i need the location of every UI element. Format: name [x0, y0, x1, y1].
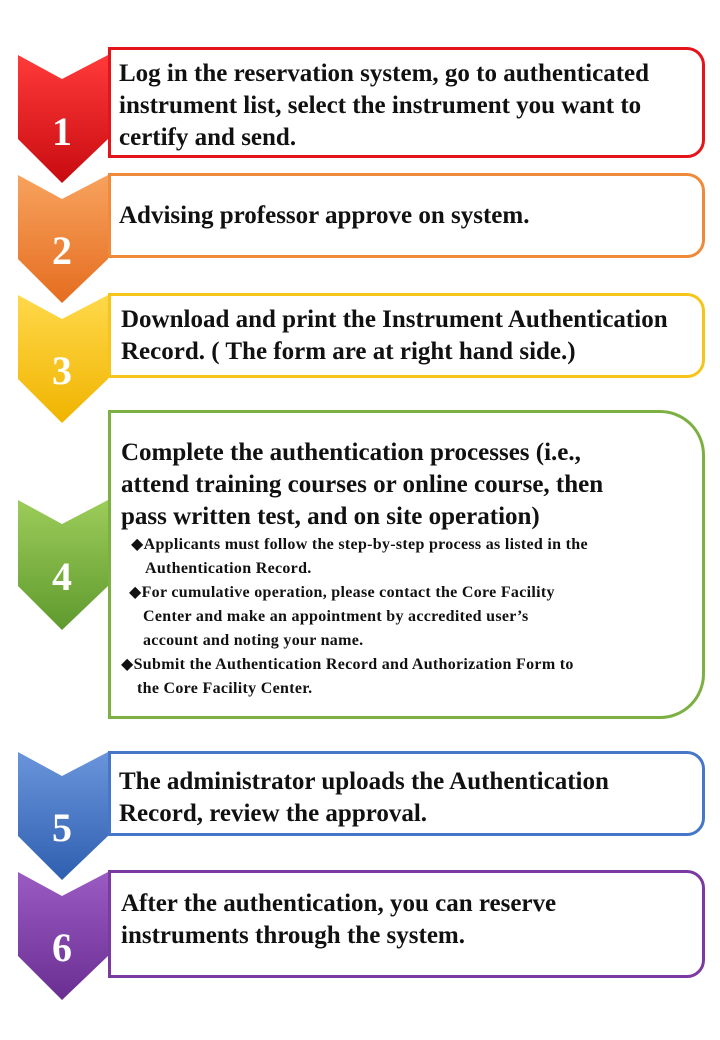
step-3-line-1: Download and print the Instrument Authentication — [121, 306, 668, 333]
step-5-chevron — [18, 752, 110, 880]
step-4-line-2: attend training courses or online course, then — [121, 471, 604, 498]
step-2-line-1: Advising professor approve on system. — [119, 202, 530, 229]
step-3-line-2: Record. ( The form are at right hand side.) — [121, 338, 576, 365]
step-2-box — [108, 173, 705, 258]
step-1-line-1: Log in the reservation system, go to authenticated — [119, 60, 650, 87]
step-1-line-3: certify and send. — [119, 124, 297, 151]
step-1-box — [108, 47, 705, 158]
step-6-box — [108, 870, 705, 978]
step-5-line-2: Record, review the approval. — [119, 800, 428, 827]
step-4-box — [108, 410, 705, 719]
step-3-number: 3 — [52, 348, 72, 393]
step-4-line-3: pass written test, and on site operation) — [121, 503, 540, 530]
step-4-number: 4 — [52, 554, 72, 599]
step-3-box — [108, 293, 705, 378]
step-6-chevron — [18, 872, 110, 1000]
step-1-number: 1 — [52, 109, 72, 154]
step-4-bullet-3: ◆Submit the Authentication Record and Authorization Form to the Core Facility Center. — [121, 656, 574, 697]
step-1-chevron — [18, 55, 110, 183]
step-5-line-1: The administrator uploads the Authentication — [119, 768, 609, 795]
step-1-line-2: instrument list, select the instrument you want to — [119, 92, 642, 119]
step-4-line-1: Complete the authentication processes (i.e., — [121, 439, 581, 466]
step-4-chevron — [18, 500, 110, 630]
step-6-number: 6 — [52, 925, 72, 970]
step-5-number: 5 — [52, 805, 72, 850]
step-2-chevron — [18, 175, 110, 303]
step-3-chevron — [18, 295, 110, 423]
step-4-bullet-2: ◆For cumulative operation, please contact the Core Facility Center and make an appointment by accredited user’s account and noting your name. — [129, 584, 555, 649]
step-5-box — [108, 751, 705, 836]
step-4-bullet-1: ◆Applicants must follow the step-by-step process as listed in the Authentication Record. — [131, 536, 588, 577]
step-6-line-2: instruments through the system. — [121, 922, 465, 949]
step-2-number: 2 — [52, 228, 72, 273]
step-6-line-1: After the authentication, you can reserve — [121, 890, 557, 917]
